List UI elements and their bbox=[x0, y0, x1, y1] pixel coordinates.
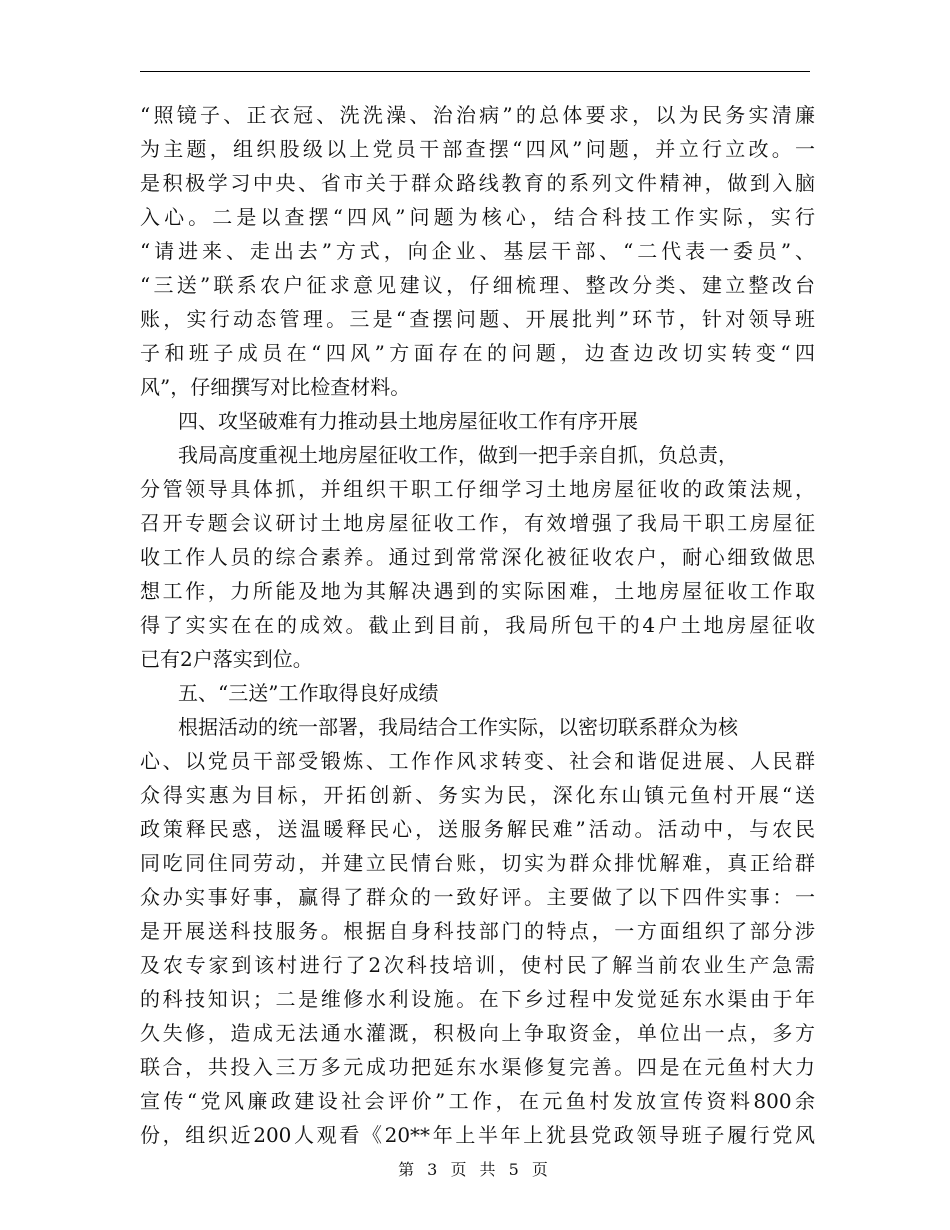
paragraph-line: 得了实实在在的成效。截止到目前，我局所包干的4户土地房屋征收 bbox=[140, 613, 815, 637]
paragraph-line: 已有2户落实到位。 bbox=[140, 647, 313, 671]
paragraph-line: 是开展送科技服务。根据自身科技部门的特点，一方面组织了部分涉 bbox=[140, 919, 815, 943]
paragraph-line: 众得实惠为目标，开拓创新、务实为民，深化东山镇元鱼村开展“送 bbox=[140, 783, 815, 807]
paragraph-line: 心、以党员干部受锻炼、工作作风求转变、社会和谐促进展、人民群 bbox=[140, 749, 815, 773]
paragraph-line: 及农专家到该村进行了2次科技培训，使村民了解当前农业生产急需 bbox=[140, 953, 815, 977]
paragraph-line: 宣传“党风廉政建设社会评价”工作，在元鱼村发放宣传资料800余 bbox=[140, 1089, 815, 1113]
section-heading: 四、攻坚破难有力推动县土地房屋征收工作有序开展 bbox=[178, 409, 638, 433]
paragraph-line: 我局高度重视土地房屋征收工作，做到一把手亲自抓，负总责， bbox=[178, 443, 738, 467]
paragraph-line: 份，组织近200人观看《20**年上半年上犹县党政领导班子履行党风 bbox=[140, 1123, 815, 1147]
paragraph-line: “请进来、走出去”方式，向企业、基层干部、“二代表一委员”、 bbox=[140, 239, 815, 263]
paragraph-line: 为主题，组织股级以上党员干部查摆“四风”问题，并立行立改。一 bbox=[140, 137, 815, 161]
paragraph-line: 想工作，力所能及地为其解决遇到的实际困难，土地房屋征收工作取 bbox=[140, 579, 815, 603]
paragraph-line: 子和班子成员在“四风”方面存在的问题，边查边改切实转变“四 bbox=[140, 341, 815, 365]
paragraph-line: 众办实事好事，赢得了群众的一致好评。主要做了以下四件实事：一 bbox=[140, 885, 815, 909]
section-heading: 五、“三送”工作取得良好成绩 bbox=[178, 681, 439, 705]
paragraph-line: 联合，共投入三万多元成功把延东水渠修复完善。四是在元鱼村大力 bbox=[140, 1055, 815, 1079]
header-rule bbox=[140, 71, 810, 72]
paragraph-line: 久失修，造成无法通水灌溉，积极向上争取资金，单位出一点，多方 bbox=[140, 1021, 815, 1045]
paragraph-line: 入心。二是以查摆“四风”问题为核心，结合科技工作实际，实行 bbox=[140, 205, 815, 229]
paragraph-line: 召开专题会议研讨土地房屋征收工作，有效增强了我局干职工房屋征 bbox=[140, 511, 815, 535]
document-body bbox=[140, 98, 815, 1152]
page-number-footer: 第 3 页 共 5 页 bbox=[398, 1160, 552, 1179]
paragraph-line: “照镜子、正衣冠、洗洗澡、治治病”的总体要求，以为民务实清廉 bbox=[140, 103, 815, 127]
paragraph-line: 收工作人员的综合素养。通过到常常深化被征收农户，耐心细致做思 bbox=[140, 545, 815, 569]
paragraph-line: 的科技知识；二是维修水利设施。在下乡过程中发觉延东水渠由于年 bbox=[140, 987, 815, 1011]
paragraph-line: 政策释民惑，送温暖释民心，送服务解民难”活动。活动中，与农民 bbox=[140, 817, 815, 841]
paragraph-line: “三送”联系农户征求意见建议，仔细梳理、整改分类、建立整改台 bbox=[140, 273, 815, 297]
paragraph-line: 风”，仔细撰写对比检查材料。 bbox=[140, 375, 411, 399]
paragraph-line: 根据活动的统一部署，我局结合工作实际，以密切联系群众为核 bbox=[178, 715, 738, 739]
paragraph-line: 分管领导具体抓，并组织干职工仔细学习土地房屋征收的政策法规， bbox=[140, 477, 815, 501]
paragraph-line: 同吃同住同劳动，并建立民情台账，切实为群众排忧解难，真正给群 bbox=[140, 851, 815, 875]
paragraph-line: 是积极学习中央、省市关于群众路线教育的系列文件精神，做到入脑 bbox=[140, 171, 815, 195]
paragraph-line: 账，实行动态管理。三是“查摆问题、开展批判”环节，针对领导班 bbox=[140, 307, 815, 331]
